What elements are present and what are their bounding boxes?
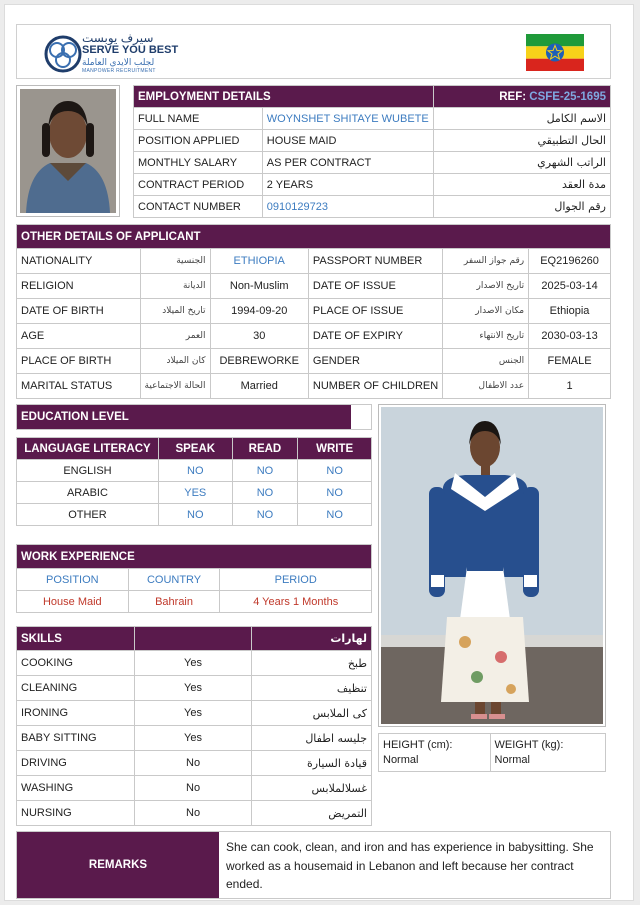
detail-arabic: مكان الاصدار [443, 299, 529, 324]
language-read: NO [232, 460, 298, 482]
detail-value: 1994-09-20 [210, 299, 308, 324]
full-name-label: FULL NAME [134, 108, 263, 130]
other-detail-row [17, 274, 611, 299]
other-detail-row [17, 324, 611, 349]
contract-arabic: مدة العقد [433, 174, 610, 196]
education-value [352, 405, 371, 429]
detail-arabic: الحالة الاجتماعية [140, 374, 210, 399]
weight-cell [490, 734, 605, 772]
language-row [17, 460, 372, 482]
language-read: NO [232, 504, 298, 526]
detail-arabic: تاريخ الاصدار [443, 274, 529, 299]
other-detail-row [17, 374, 611, 399]
salary-value: AS PER CONTRACT [262, 152, 433, 174]
height-label: HEIGHT (cm): [383, 739, 453, 751]
salary-label: MONTHLY SALARY [134, 152, 263, 174]
detail-label: PASSPORT NUMBER [308, 249, 442, 274]
skill-value: Yes [134, 676, 251, 701]
skills-heading-blank [134, 627, 251, 651]
language-table [16, 437, 372, 526]
language-speak: NO [158, 504, 232, 526]
work-experience-table [16, 544, 372, 613]
skill-name: IRONING [17, 701, 135, 726]
measurements-table [378, 733, 606, 772]
education-heading: EDUCATION LEVEL [17, 405, 351, 429]
skill-name: WASHING [17, 776, 135, 801]
other-detail-row [17, 299, 611, 324]
language-write: NO [298, 482, 372, 504]
read-header: READ [232, 438, 298, 460]
skill-name: CLEANING [17, 676, 135, 701]
skill-value: Yes [134, 726, 251, 751]
detail-value: 1 [529, 374, 611, 399]
skill-value: Yes [134, 701, 251, 726]
logo-arabic: سيرف يوبست [82, 31, 154, 45]
work-period-header: PERIOD [220, 569, 372, 591]
contact-label: CONTACT NUMBER [134, 196, 263, 218]
detail-label: DATE OF ISSUE [308, 274, 442, 299]
employment-row [134, 152, 611, 174]
ref-cell [433, 86, 610, 108]
other-details-heading: OTHER DETAILS OF APPLICANT [17, 225, 611, 249]
profile-photo [20, 89, 116, 213]
detail-arabic: رقم جواز السفر [443, 249, 529, 274]
detail-value: EQ2196260 [529, 249, 611, 274]
language-write: NO [298, 460, 372, 482]
detail-value: 2030-03-13 [529, 324, 611, 349]
detail-value: 2025-03-14 [529, 274, 611, 299]
work-period: 4 Years 1 Months [220, 591, 372, 613]
language-row [17, 504, 372, 526]
language-write: NO [298, 504, 372, 526]
detail-value: Non-Muslim [210, 274, 308, 299]
detail-arabic: عدد الاطفال [443, 374, 529, 399]
skill-arabic: قيادة السيارة [252, 751, 372, 776]
contract-label: CONTRACT PERIOD [134, 174, 263, 196]
skill-arabic: التمريض [252, 801, 372, 826]
detail-label: DATE OF EXPIRY [308, 324, 442, 349]
skill-name: BABY SITTING [17, 726, 135, 751]
employment-row [134, 174, 611, 196]
remarks-label: REMARKS [17, 832, 219, 898]
language-read: NO [232, 482, 298, 504]
skill-arabic: غسلالملابس [252, 776, 372, 801]
skill-name: DRIVING [17, 751, 135, 776]
skill-arabic: طبخ [252, 651, 372, 676]
skill-arabic: جليسه اطفال [252, 726, 372, 751]
contract-value: 2 YEARS [262, 174, 433, 196]
skills-table [16, 626, 372, 826]
other-detail-row [17, 349, 611, 374]
work-row [17, 591, 372, 613]
contact-arabic: رقم الجوال [433, 196, 610, 218]
detail-value: Married [210, 374, 308, 399]
detail-label: GENDER [308, 349, 442, 374]
language-name: ARABIC [17, 482, 159, 504]
detail-label: PLACE OF BIRTH [17, 349, 141, 374]
work-country-header: COUNTRY [128, 569, 220, 591]
skill-row [17, 726, 372, 751]
skill-row [17, 676, 372, 701]
skill-name: COOKING [17, 651, 135, 676]
detail-label: AGE [17, 324, 141, 349]
speak-header: SPEAK [158, 438, 232, 460]
logo-arabic-sub: لجلب الايدي العاملة [82, 57, 155, 67]
detail-arabic: تاريخ الانتهاء [443, 324, 529, 349]
work-position: House Maid [17, 591, 129, 613]
skill-value: No [134, 801, 251, 826]
detail-arabic: الديانة [140, 274, 210, 299]
language-speak: NO [158, 460, 232, 482]
detail-value: FEMALE [529, 349, 611, 374]
skill-value: Yes [134, 651, 251, 676]
skill-arabic: كى الملابس [252, 701, 372, 726]
work-country: Bahrain [128, 591, 220, 613]
contact-value: 0910129723 [262, 196, 433, 218]
logo-sub: MANPOWER RECRUITMENT [82, 68, 156, 74]
detail-arabic: كان الميلاد [140, 349, 210, 374]
detail-arabic: الجنس [443, 349, 529, 374]
skill-value: No [134, 751, 251, 776]
detail-label: NATIONALITY [17, 249, 141, 274]
company-logo-icon [44, 35, 82, 73]
skill-row [17, 651, 372, 676]
detail-arabic: تاريخ الميلاد [140, 299, 210, 324]
remarks-text: She can cook, clean, and iron and has experience in babysitting. She worked as a housemaid in Lebanon and left because her contract ended. [226, 840, 594, 891]
weight-value: Normal [494, 754, 530, 766]
position-arabic: الحال التطبيقي [433, 130, 610, 152]
full-body-photo [381, 407, 603, 724]
detail-value: 30 [210, 324, 308, 349]
employment-row [134, 130, 611, 152]
logo-name: SERVE YOU BEST [82, 44, 179, 56]
language-row [17, 482, 372, 504]
skill-row [17, 701, 372, 726]
employment-table [133, 85, 611, 218]
skills-heading: SKILLS [17, 627, 135, 651]
detail-label: RELIGION [17, 274, 141, 299]
height-cell [379, 734, 491, 772]
work-position-header: POSITION [17, 569, 129, 591]
employment-row [134, 196, 611, 218]
full-name-value: WOYNSHET SHITAYE WUBETE [262, 108, 433, 130]
detail-value: Ethiopia [529, 299, 611, 324]
write-header: WRITE [298, 438, 372, 460]
employment-heading: EMPLOYMENT DETAILS [134, 86, 434, 108]
detail-label: PLACE OF ISSUE [308, 299, 442, 324]
other-detail-row [17, 249, 611, 274]
detail-label: NUMBER OF CHILDREN [308, 374, 442, 399]
height-value: Normal [383, 754, 419, 766]
skill-row [17, 801, 372, 826]
detail-arabic: الجنسية [140, 249, 210, 274]
other-details-table [16, 224, 611, 399]
position-label: POSITION APPLIED [134, 130, 263, 152]
skills-heading-arabic: لهارات [252, 627, 372, 651]
detail-label: DATE OF BIRTH [17, 299, 141, 324]
full-name-arabic: الاسم الكامل [433, 108, 610, 130]
skill-row [17, 751, 372, 776]
detail-label: MARITAL STATUS [17, 374, 141, 399]
language-name: OTHER [17, 504, 159, 526]
weight-label: WEIGHT (kg): [494, 739, 564, 751]
language-speak: YES [158, 482, 232, 504]
ethiopia-flag-icon [526, 34, 584, 71]
ref-label: REF: [499, 90, 527, 103]
skill-arabic: تنظيف [252, 676, 372, 701]
skill-value: No [134, 776, 251, 801]
language-header: LANGUAGE LITERACY [17, 438, 159, 460]
work-heading: WORK EXPERIENCE [17, 545, 372, 569]
ref-value: CSFE-25-1695 [529, 90, 606, 103]
position-value: HOUSE MAID [262, 130, 433, 152]
detail-value: ETHIOPIA [210, 249, 308, 274]
detail-value: DEBREWORKE [210, 349, 308, 374]
language-name: ENGLISH [17, 460, 159, 482]
skill-name: NURSING [17, 801, 135, 826]
salary-arabic: الراتب الشهري [433, 152, 610, 174]
detail-arabic: العمر [140, 324, 210, 349]
skill-row [17, 776, 372, 801]
employment-row [134, 108, 611, 130]
